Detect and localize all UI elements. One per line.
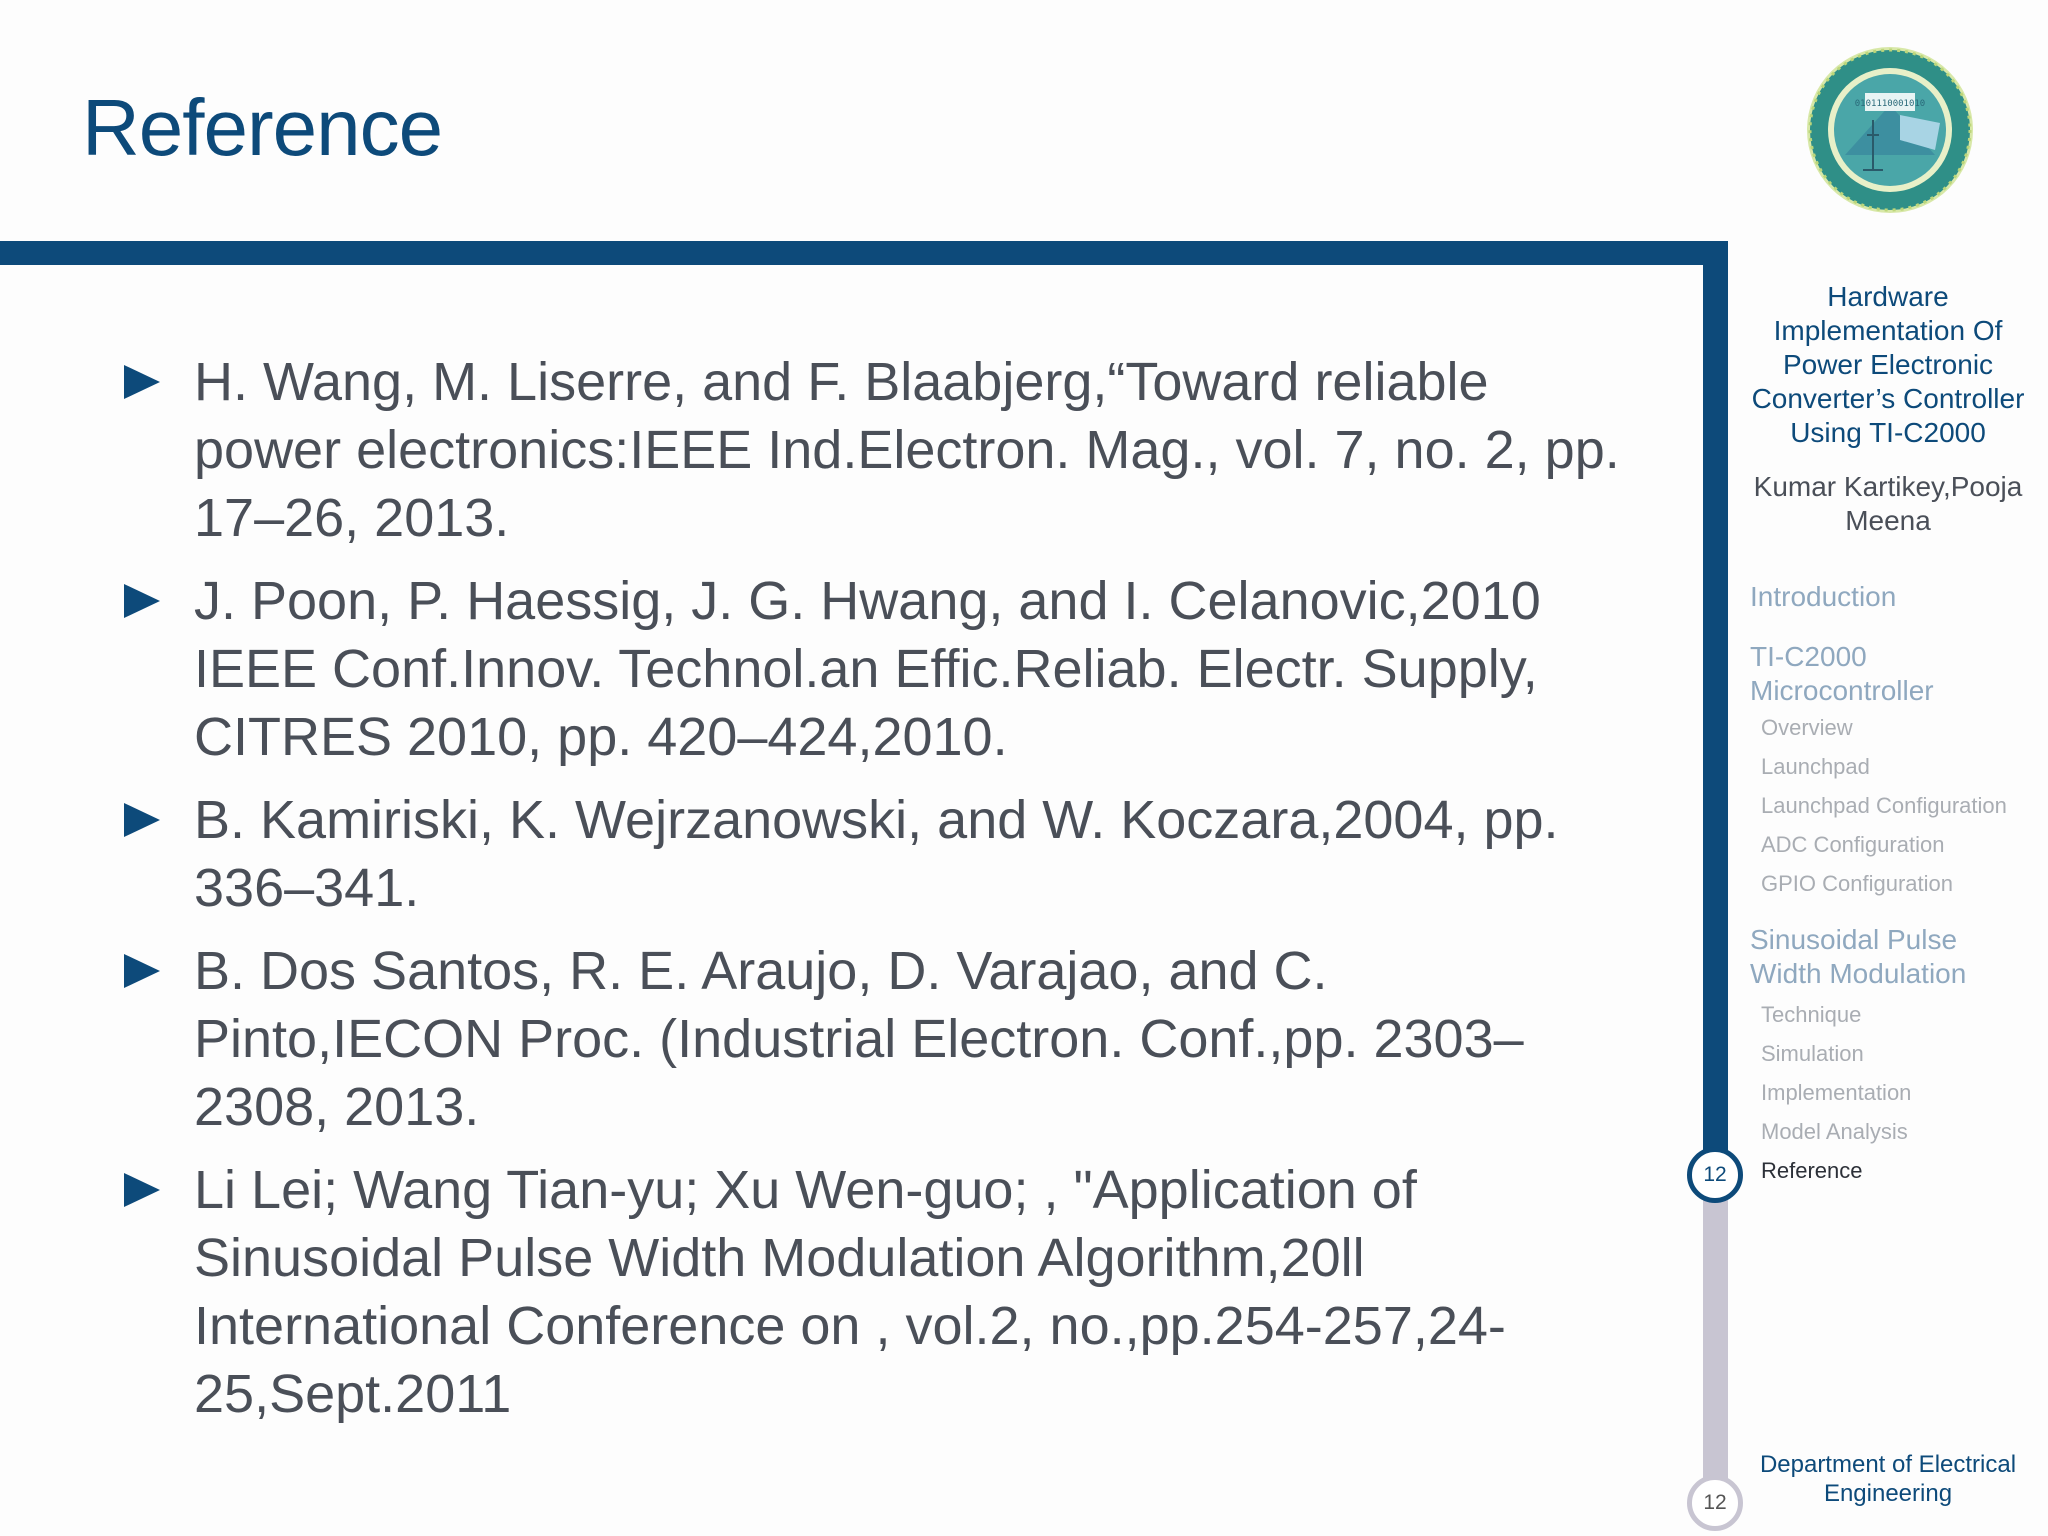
slide-title: Reference (82, 83, 443, 172)
nav-section-spwm[interactable]: Sinusoidal Pulse Width Modulation (1750, 924, 1967, 989)
triangle-bullet-icon (124, 954, 160, 988)
presentation-title: Hardware Implementation Of Power Electronic Converter’s Controller Using TI-C2000 (1751, 281, 2025, 448)
nav-item-gpio-configuration[interactable]: GPIO Configuration (1761, 871, 1953, 896)
reference-item (120, 937, 1640, 1141)
reference-item (120, 567, 1640, 771)
nav-item-implementation[interactable]: Implementation (1761, 1080, 1912, 1105)
reference-text: H. Wang, M. Liserre, and F. Blaabjerg,“Toward reliable power electronics:IEEE Ind.Electron. Mag., vol. 7, no. 2, pp. 17–26, 2013. (194, 352, 1620, 548)
triangle-bullet-icon (124, 803, 160, 837)
reference-text: B. Dos Santos, R. E. Araujo, D. Varajao, and C. Pinto,IECON Proc. (Industrial Electron. Conf.,pp. 2303–2308, 2013. (194, 941, 1524, 1137)
nav-section-introduction[interactable]: Introduction (1750, 581, 1897, 612)
sidebar-header (1738, 280, 2038, 538)
nav-item-reference[interactable]: Reference (1761, 1158, 1863, 1183)
page-number-marker: 12 (1687, 1147, 1743, 1203)
reference-item (120, 348, 1640, 552)
reference-text: J. Poon, P. Haessig, J. G. Hwang, and I. Celanovic,2010 IEEE Conf.Innov. Technol.an Effic.Reliab. Electr. Supply, CITRES 2010, pp. 420–424,2010. (194, 571, 1541, 767)
progress-bar-track (1703, 1165, 1728, 1505)
reference-text: Li Lei; Wang Tian-yu; Xu Wen-guo; , "Application of Sinusoidal Pulse Width Modulation Algorithm,20ll International Conference on , vol.2, no.,pp.254-257,24-25,Sept.2011 (194, 1160, 1506, 1424)
reference-item (120, 1156, 1640, 1428)
presentation-authors: Kumar Kartikey,Pooja Meena (1753, 471, 2023, 536)
nav-item-adc-configuration[interactable]: ADC Configuration (1761, 832, 1945, 857)
nav-item-simulation[interactable]: Simulation (1761, 1041, 1864, 1066)
triangle-bullet-icon (124, 1173, 160, 1207)
nav-section-microcontroller[interactable]: TI-C2000 Microcontroller (1750, 641, 1934, 706)
sidebar-navigation (1750, 580, 2040, 1190)
logo-binary: 0101110001010 (1854, 99, 1926, 109)
nav-item-overview[interactable]: Overview (1761, 715, 1853, 740)
reference-text: B. Kamiriski, K. Wejrzanowski, and W. Koczara,2004, pp. 336–341. (194, 790, 1559, 918)
progress-bar-filled (1703, 265, 1728, 1165)
nav-item-launchpad-configuration[interactable]: Launchpad Configuration (1761, 793, 2007, 818)
nav-item-model-analysis[interactable]: Model Analysis (1761, 1119, 1908, 1144)
triangle-bullet-icon (124, 584, 160, 618)
triangle-bullet-icon (124, 365, 160, 399)
institute-logo (1805, 45, 1975, 215)
reference-list (120, 348, 1640, 1443)
total-page-marker: 12 (1687, 1475, 1743, 1531)
department-footer: Department of Electrical Engineering (1759, 1451, 2017, 1507)
nav-item-launchpad[interactable]: Launchpad (1761, 754, 1870, 779)
header-divider-bar (0, 241, 1728, 265)
nav-item-technique[interactable]: Technique (1761, 1002, 1862, 1027)
reference-item (120, 786, 1640, 922)
